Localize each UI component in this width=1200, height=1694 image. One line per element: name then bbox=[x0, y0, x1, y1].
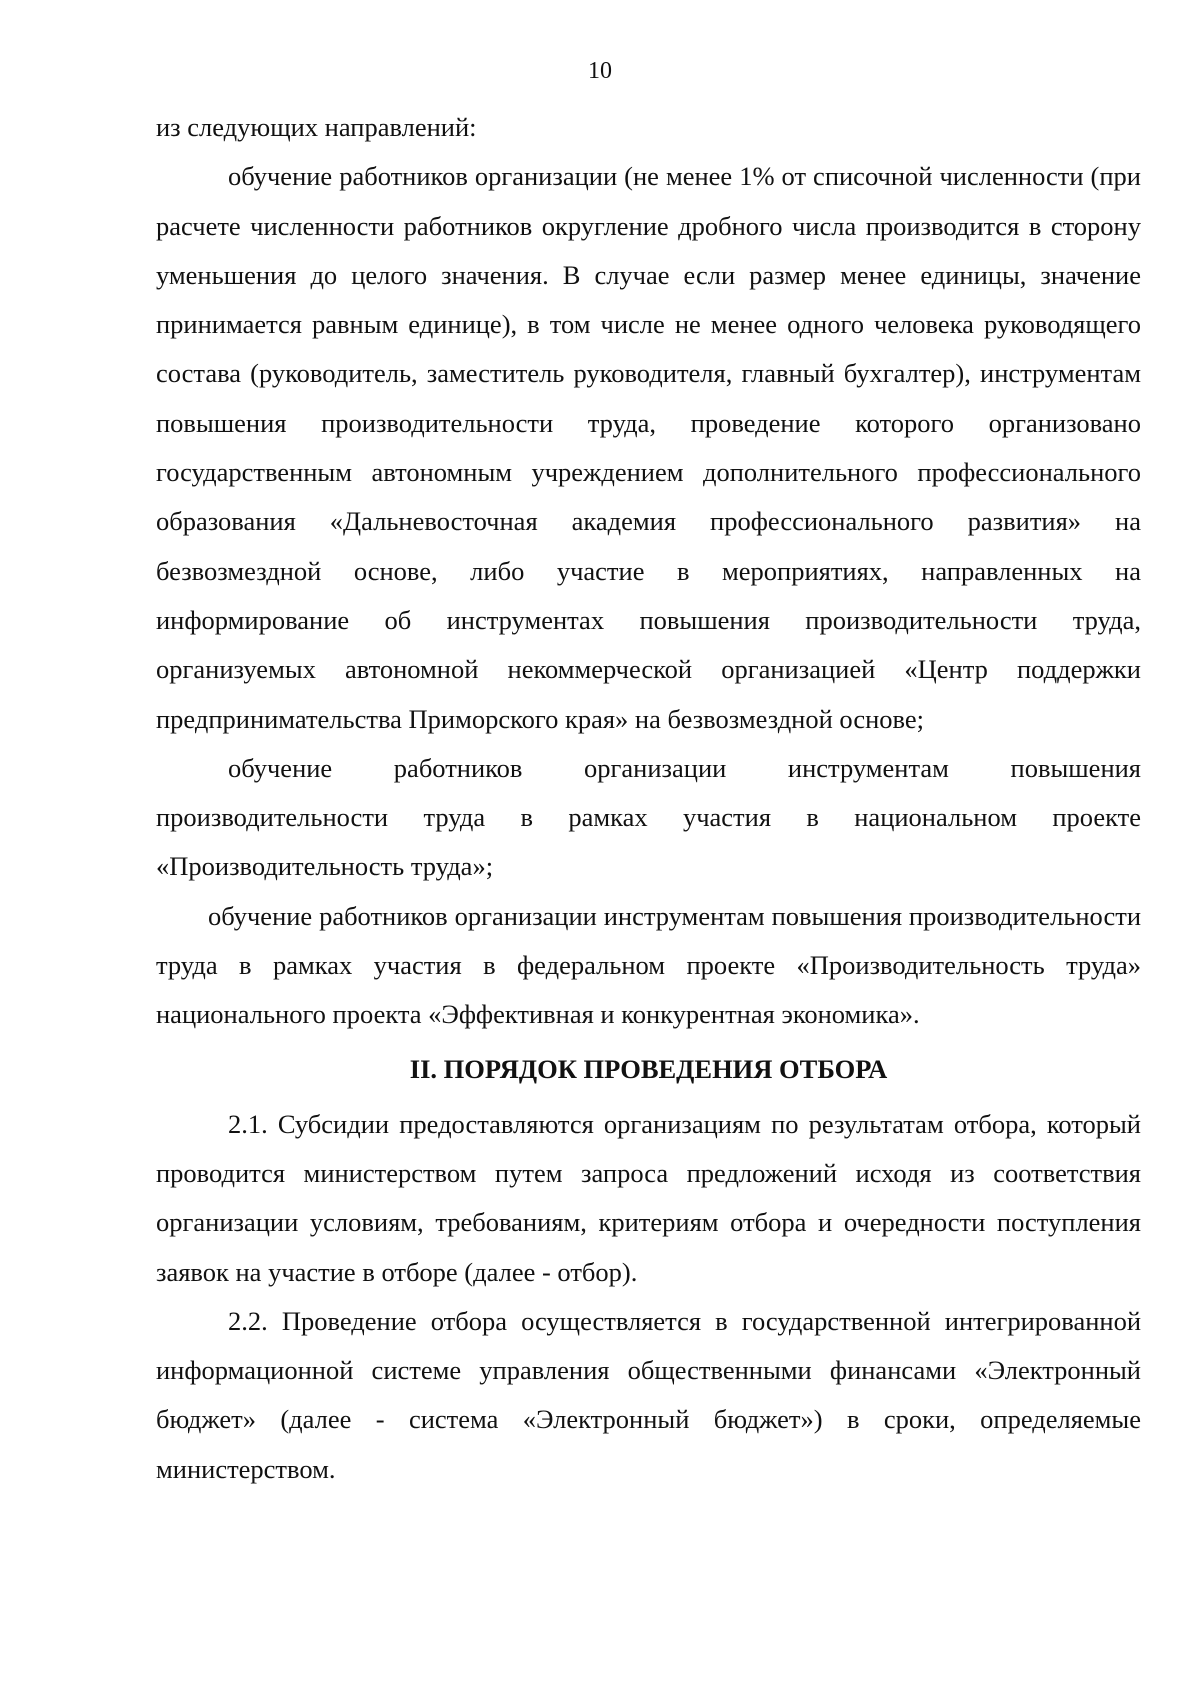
section-heading: II. ПОРЯДОК ПРОВЕДЕНИЯ ОТБОРА bbox=[409, 1053, 888, 1084]
clause-2-1: 2.1. Субсидии предоставляются организациям по результатам отбора, который проводится министерством путем запроса предложений исходя из соответствия организации условиям, требованиям, критериям отбора и очередности поступления заявок на участие в отборе (далее - отбор). bbox=[156, 1108, 1141, 1287]
document-body bbox=[156, 103, 1141, 1494]
paragraph-training-national-project: обучение работников организации инструментам повышения производительности труда в рамках участия в национальном проекте «Производительность труда»; bbox=[156, 752, 1141, 882]
paragraph-continuation: из следующих направлений: bbox=[156, 112, 477, 142]
clause-2-2: 2.2. Проведение отбора осуществляется в государственной интегрированной информационной системе управления общественными финансами «Электронный бюджет» (далее - система «Электронный бюджет») в сроки, определяемые министерством. bbox=[156, 1305, 1141, 1484]
paragraph-training-federal-project: обучение работников организации инструментам повышения производительности труда в рамках участия в федеральном проекте «Производительность труда» национального проекта «Эффективная и конкурентная экономика». bbox=[156, 900, 1141, 1030]
page-number: 10 bbox=[588, 58, 612, 84]
paragraph-training-general: обучение работников организации (не менее 1% от списочной численности (при расчете численности работников округление дробного числа производится в сторону уменьшения до целого значения. В случае если размер менее единицы, значение принимается равным единице), в том числе не менее одного человека руководящего состава (руководитель, заместитель руководителя, главный бухгалтер), инструментам повышения производительности труда, проведение которого организовано государственным автономным учреждением дополнительного профессионального образования «Дальневосточная академия профессионального развития» на безвозмездной основе, либо участие в мероприятиях, направленных на информирование об инструментах повышения производительности труда, организуемых автономной некоммерческой организацией «Центр поддержки предпринимательства Приморского края» на безвозмездной основе; bbox=[156, 161, 1141, 734]
